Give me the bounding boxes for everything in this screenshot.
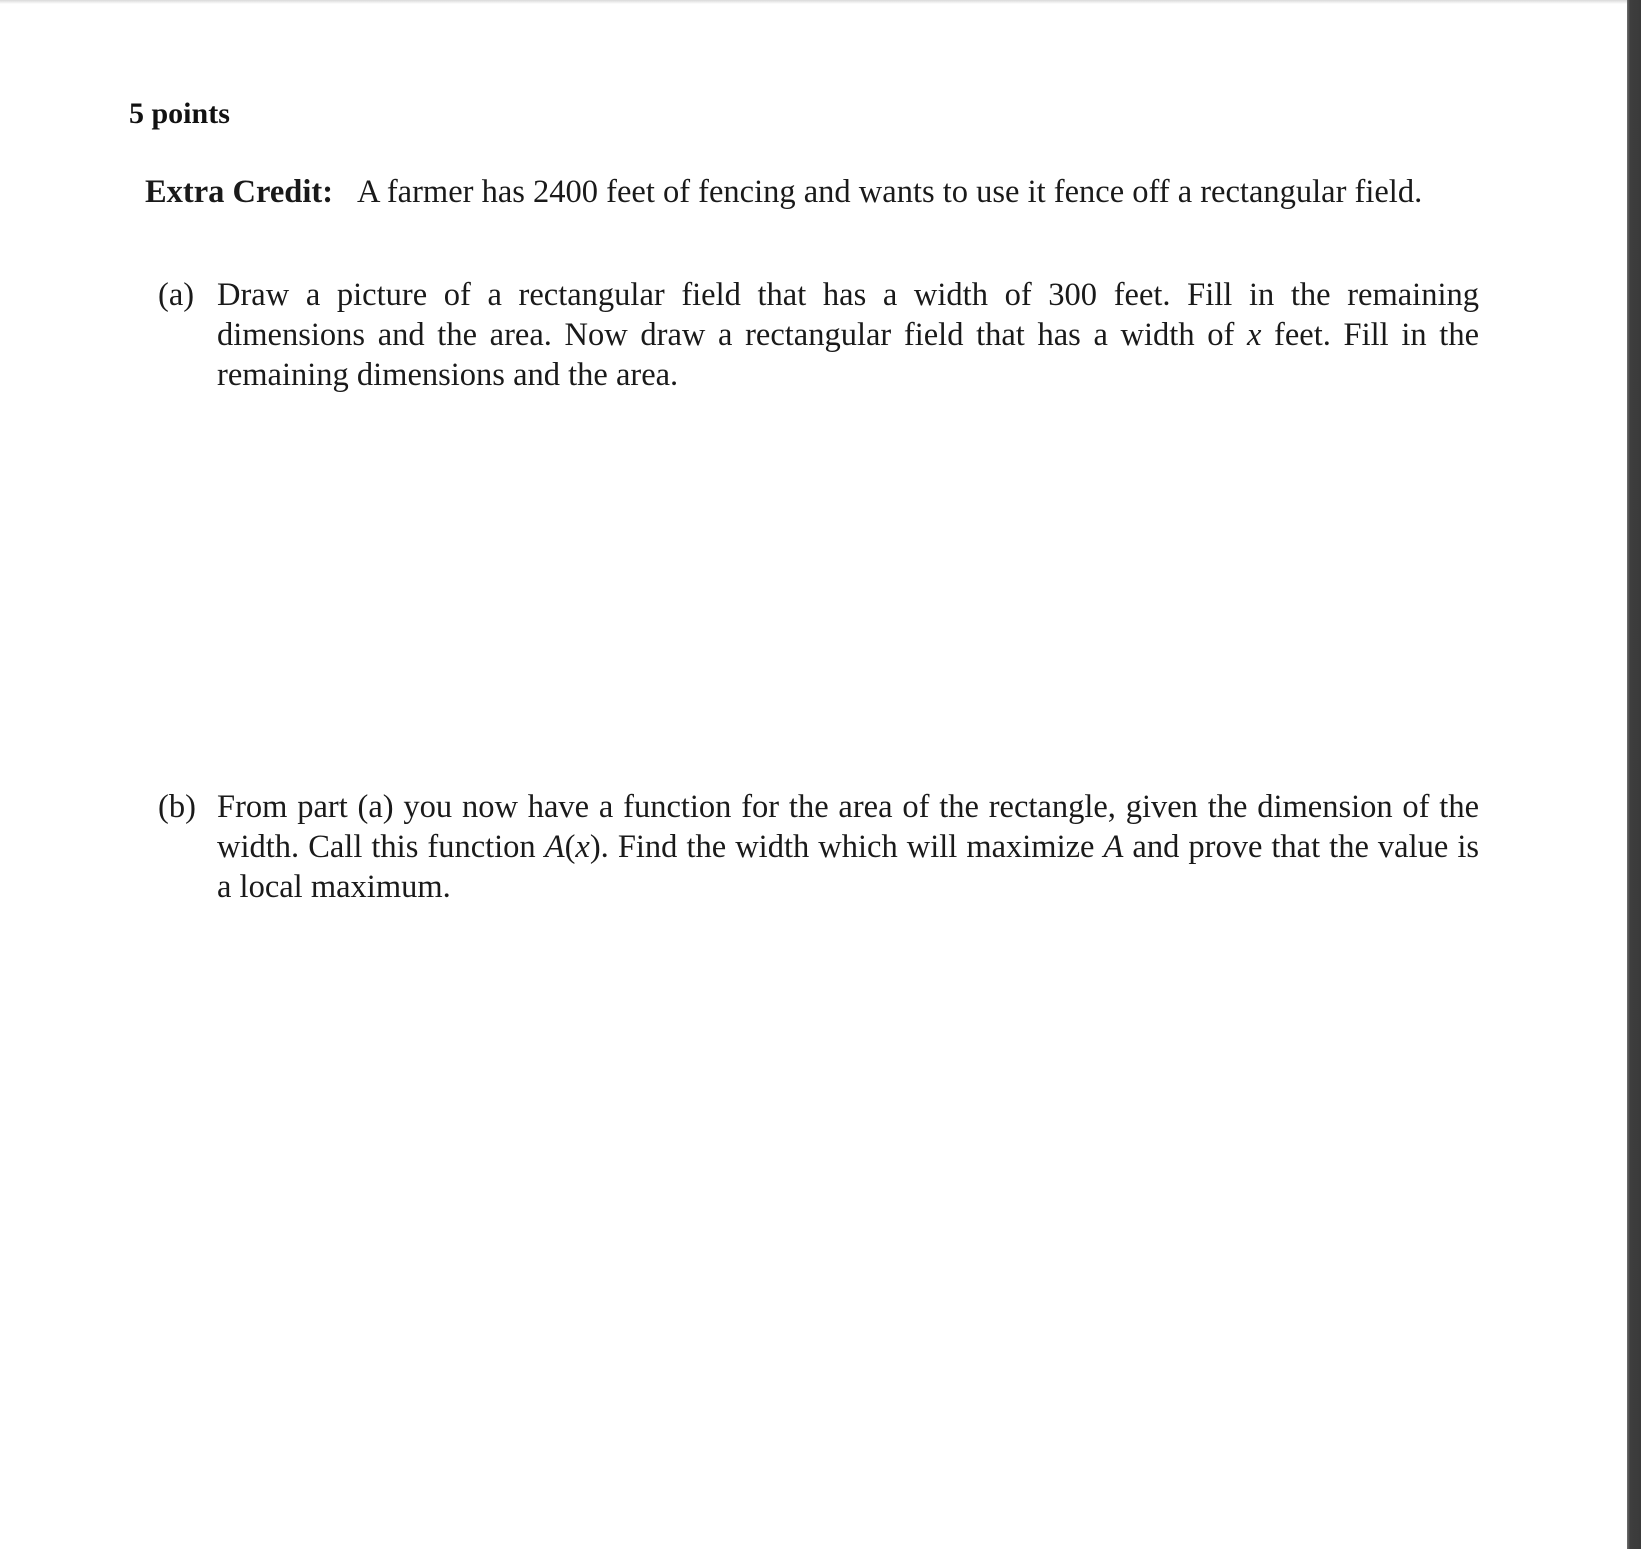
part-a	[158, 275, 1479, 395]
part-b-text-3: and prove that the value is a local maximum.	[217, 829, 1479, 905]
part-b-close-paren: )	[589, 829, 601, 865]
part-a-text	[217, 275, 1479, 395]
part-b-open-paren: (	[564, 829, 576, 865]
part-b-text-1: From part (a) you now have a function for the area of the rectangle, given the dimension of the width. Call this function	[217, 789, 1479, 865]
part-b-text-2: . Find the width which will maximize	[600, 829, 1104, 865]
part-b-text	[217, 787, 1479, 907]
viewer-right-edge	[1627, 0, 1641, 1549]
page-top-shadow	[0, 0, 1641, 4]
part-b-function-name: A	[544, 829, 565, 865]
extra-credit-label: Extra Credit:	[145, 174, 334, 210]
part-a-label: (a)	[158, 277, 195, 313]
points-heading: 5 points	[129, 97, 230, 130]
question-intro-text: A farmer has 2400 feet of fencing and wants to use it fence off a rectangular field.	[357, 174, 1423, 210]
part-a-variable-x: x	[1246, 317, 1262, 353]
part-a-text-1: Draw a picture of a rectangular field that has a width of 300 feet. Fill in the remaining dimensions and the area. Now draw a rectangular field that has a width of	[217, 277, 1479, 353]
part-b-variable-x: x	[575, 829, 590, 865]
extra-credit-question	[145, 172, 1479, 212]
part-b	[158, 787, 1479, 907]
part-b-variable-a: A	[1103, 829, 1124, 865]
part-b-label: (b)	[158, 789, 196, 825]
part-a-text-2: feet. Fill in the remaining dimensions and the area.	[217, 317, 1479, 393]
